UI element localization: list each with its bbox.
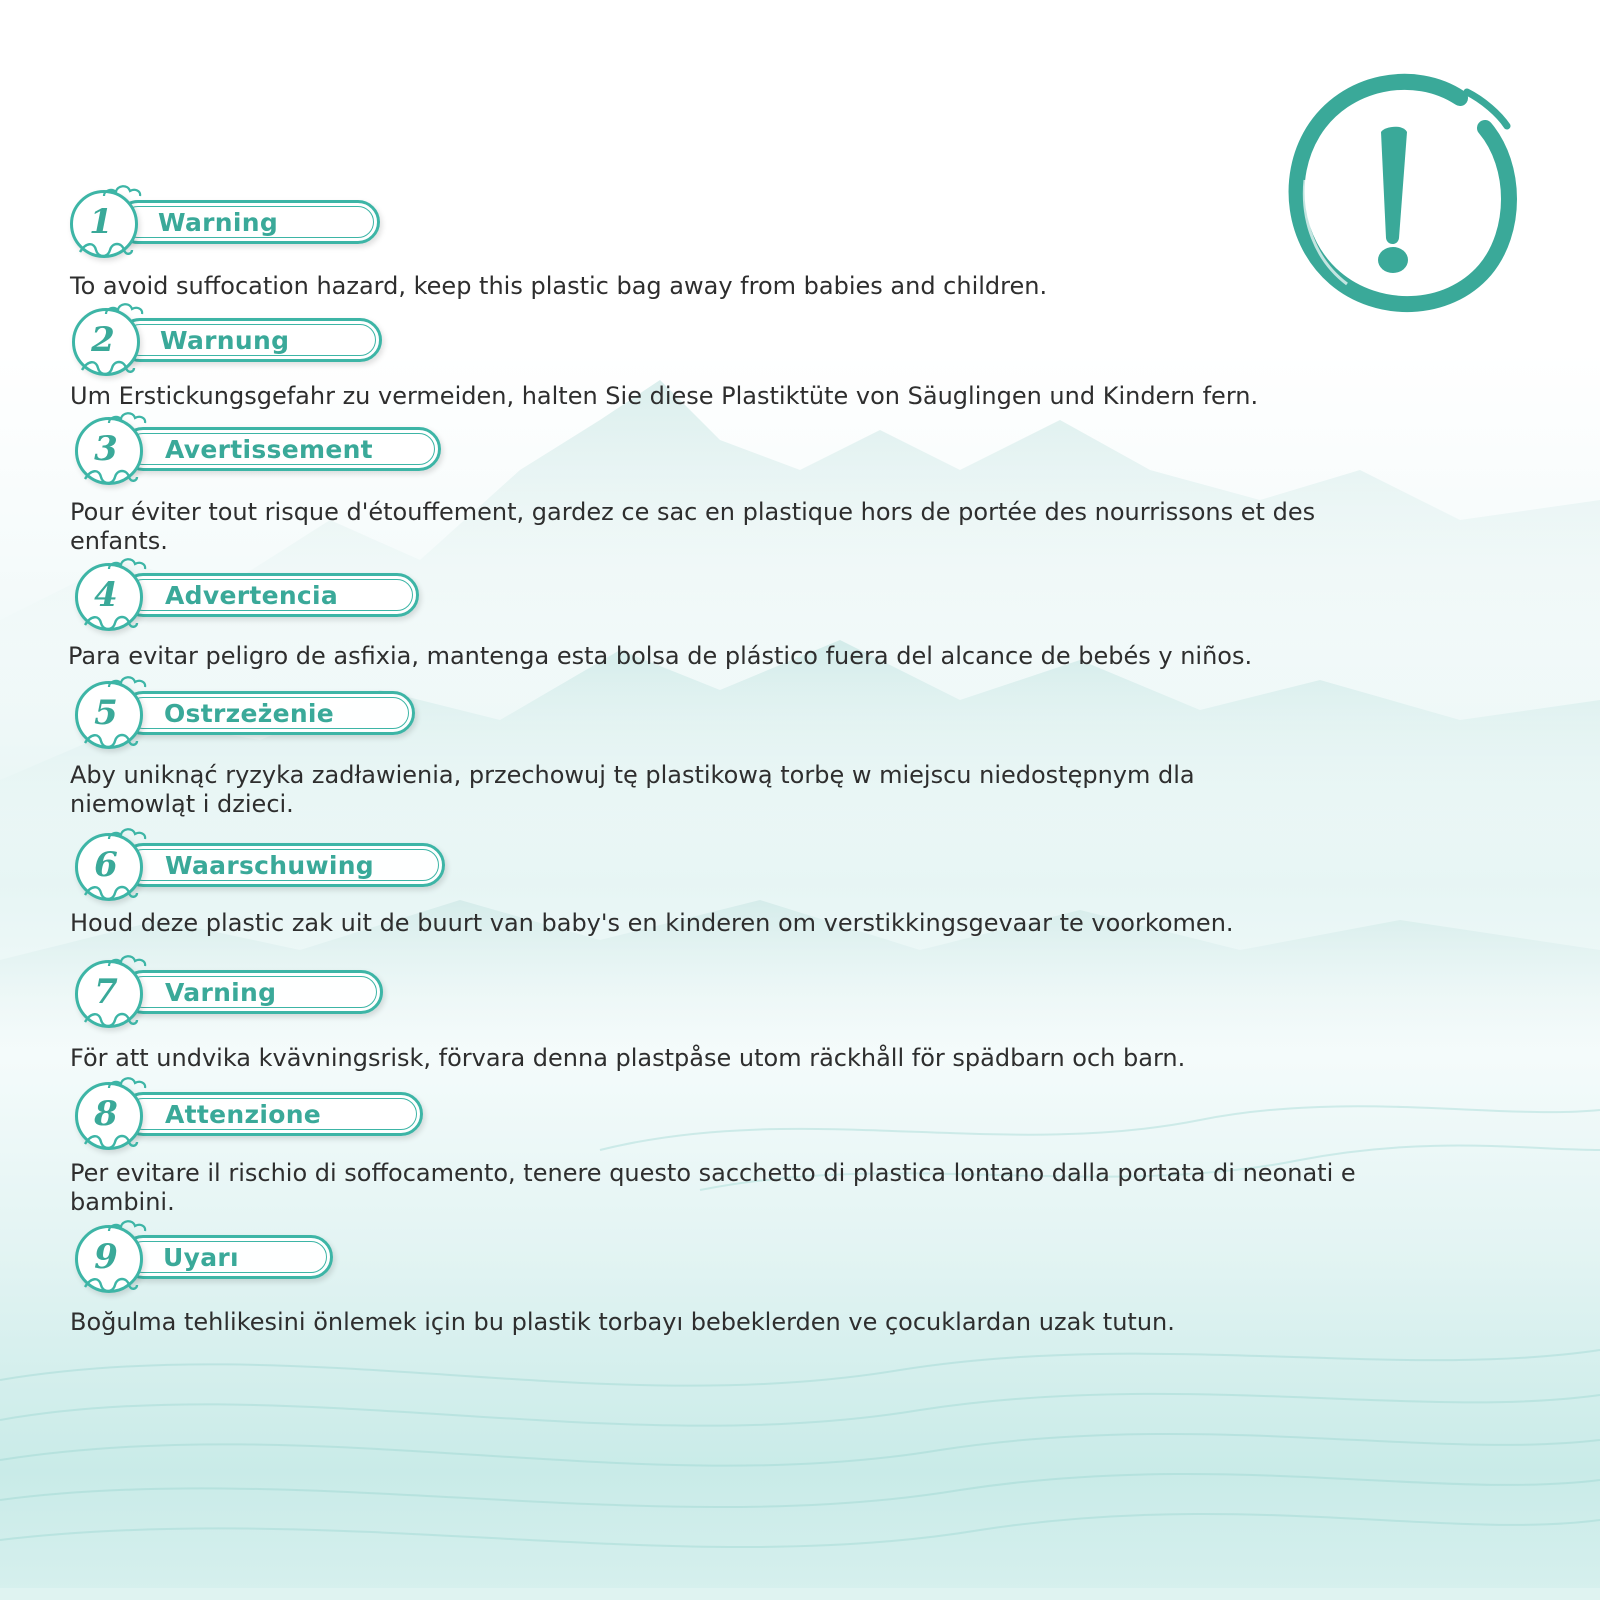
warning-text-2: Um Erstickungsgefahr zu vermeiden, halten Sie diese Plastiktüte von Säuglingen und Kindern fern. xyxy=(70,382,1259,410)
warning-text-4: Para evitar peligro de asfixia, mantenga esta bolsa de plástico fuera del alcance de bebés y niños. xyxy=(68,642,1253,670)
badge-label: Varning xyxy=(165,978,277,1007)
warning-text-8: Per evitare il rischio di soffocamento, tenere questo sacchetto di plastica lontano dalla portata di neonati e bambini. xyxy=(70,1159,1356,1216)
badge-label: Uyarı xyxy=(163,1243,239,1272)
warning-text-3: Pour éviter tout risque d'étouffement, gardez ce sac en plastique hors de portée des nourrissons et des enfants. xyxy=(70,498,1316,555)
badge-label: Warning xyxy=(158,208,279,237)
cloud-ornament-icon xyxy=(105,673,149,691)
wave-ornament-icon xyxy=(83,729,139,751)
badge-number: 1 xyxy=(89,202,113,242)
wave-ornament-icon xyxy=(83,881,139,903)
wave-ornament-icon xyxy=(83,1273,139,1295)
cloud-ornament-icon xyxy=(105,825,149,843)
badge-number: 2 xyxy=(91,320,115,360)
warning-text-5: Aby uniknąć ryzyka zadławienia, przechowuj tę plastikową torbę w miejscu niedostępnym dla niemowląt i dzieci. xyxy=(70,761,1195,818)
wave-ornament-icon xyxy=(83,1008,139,1030)
warning-text-9: Boğulma tehlikesini önlemek için bu plastik torbayı bebeklerden ve çocuklardan uzak tutun. xyxy=(70,1308,1175,1336)
badge-label: Waarschuwing xyxy=(165,851,375,880)
wave-ornament-icon xyxy=(83,465,139,487)
badge-number: 9 xyxy=(94,1237,118,1277)
badge-number: 6 xyxy=(94,845,118,885)
badge-label: Advertencia xyxy=(165,581,339,610)
cloud-ornament-icon xyxy=(105,1217,149,1235)
badge-label: Warnung xyxy=(160,326,290,355)
cloud-ornament-icon xyxy=(105,409,149,427)
cloud-ornament-icon xyxy=(105,1074,149,1092)
wave-ornament-icon xyxy=(78,238,134,260)
warning-text-6: Houd deze plastic zak uit de buurt van baby's en kinderen om verstikkingsgevaar te voorkomen. xyxy=(70,909,1234,937)
badge-label: Attenzione xyxy=(165,1100,322,1129)
warning-text-1: To avoid suffocation hazard, keep this plastic bag away from babies and children. xyxy=(70,272,1048,300)
badge-label: Ostrzeżenie xyxy=(164,699,335,728)
wave-ornament-icon xyxy=(80,356,136,378)
cloud-ornament-icon xyxy=(105,555,149,573)
warning-text-7: För att undvika kvävningsrisk, förvara denna plastpåse utom räckhåll för spädbarn och barn. xyxy=(70,1044,1186,1072)
cloud-ornament-icon xyxy=(100,182,144,200)
badge-number: 8 xyxy=(94,1094,118,1134)
badge-number: 4 xyxy=(94,575,118,615)
cloud-ornament-icon xyxy=(102,300,146,318)
badge-label: Avertissement xyxy=(165,435,373,464)
cloud-ornament-icon xyxy=(105,952,149,970)
badge-number: 3 xyxy=(94,429,118,469)
wave-ornament-icon xyxy=(83,1130,139,1152)
badge-number: 7 xyxy=(94,972,118,1012)
badge-number: 5 xyxy=(94,693,118,733)
wave-ornament-icon xyxy=(83,611,139,633)
